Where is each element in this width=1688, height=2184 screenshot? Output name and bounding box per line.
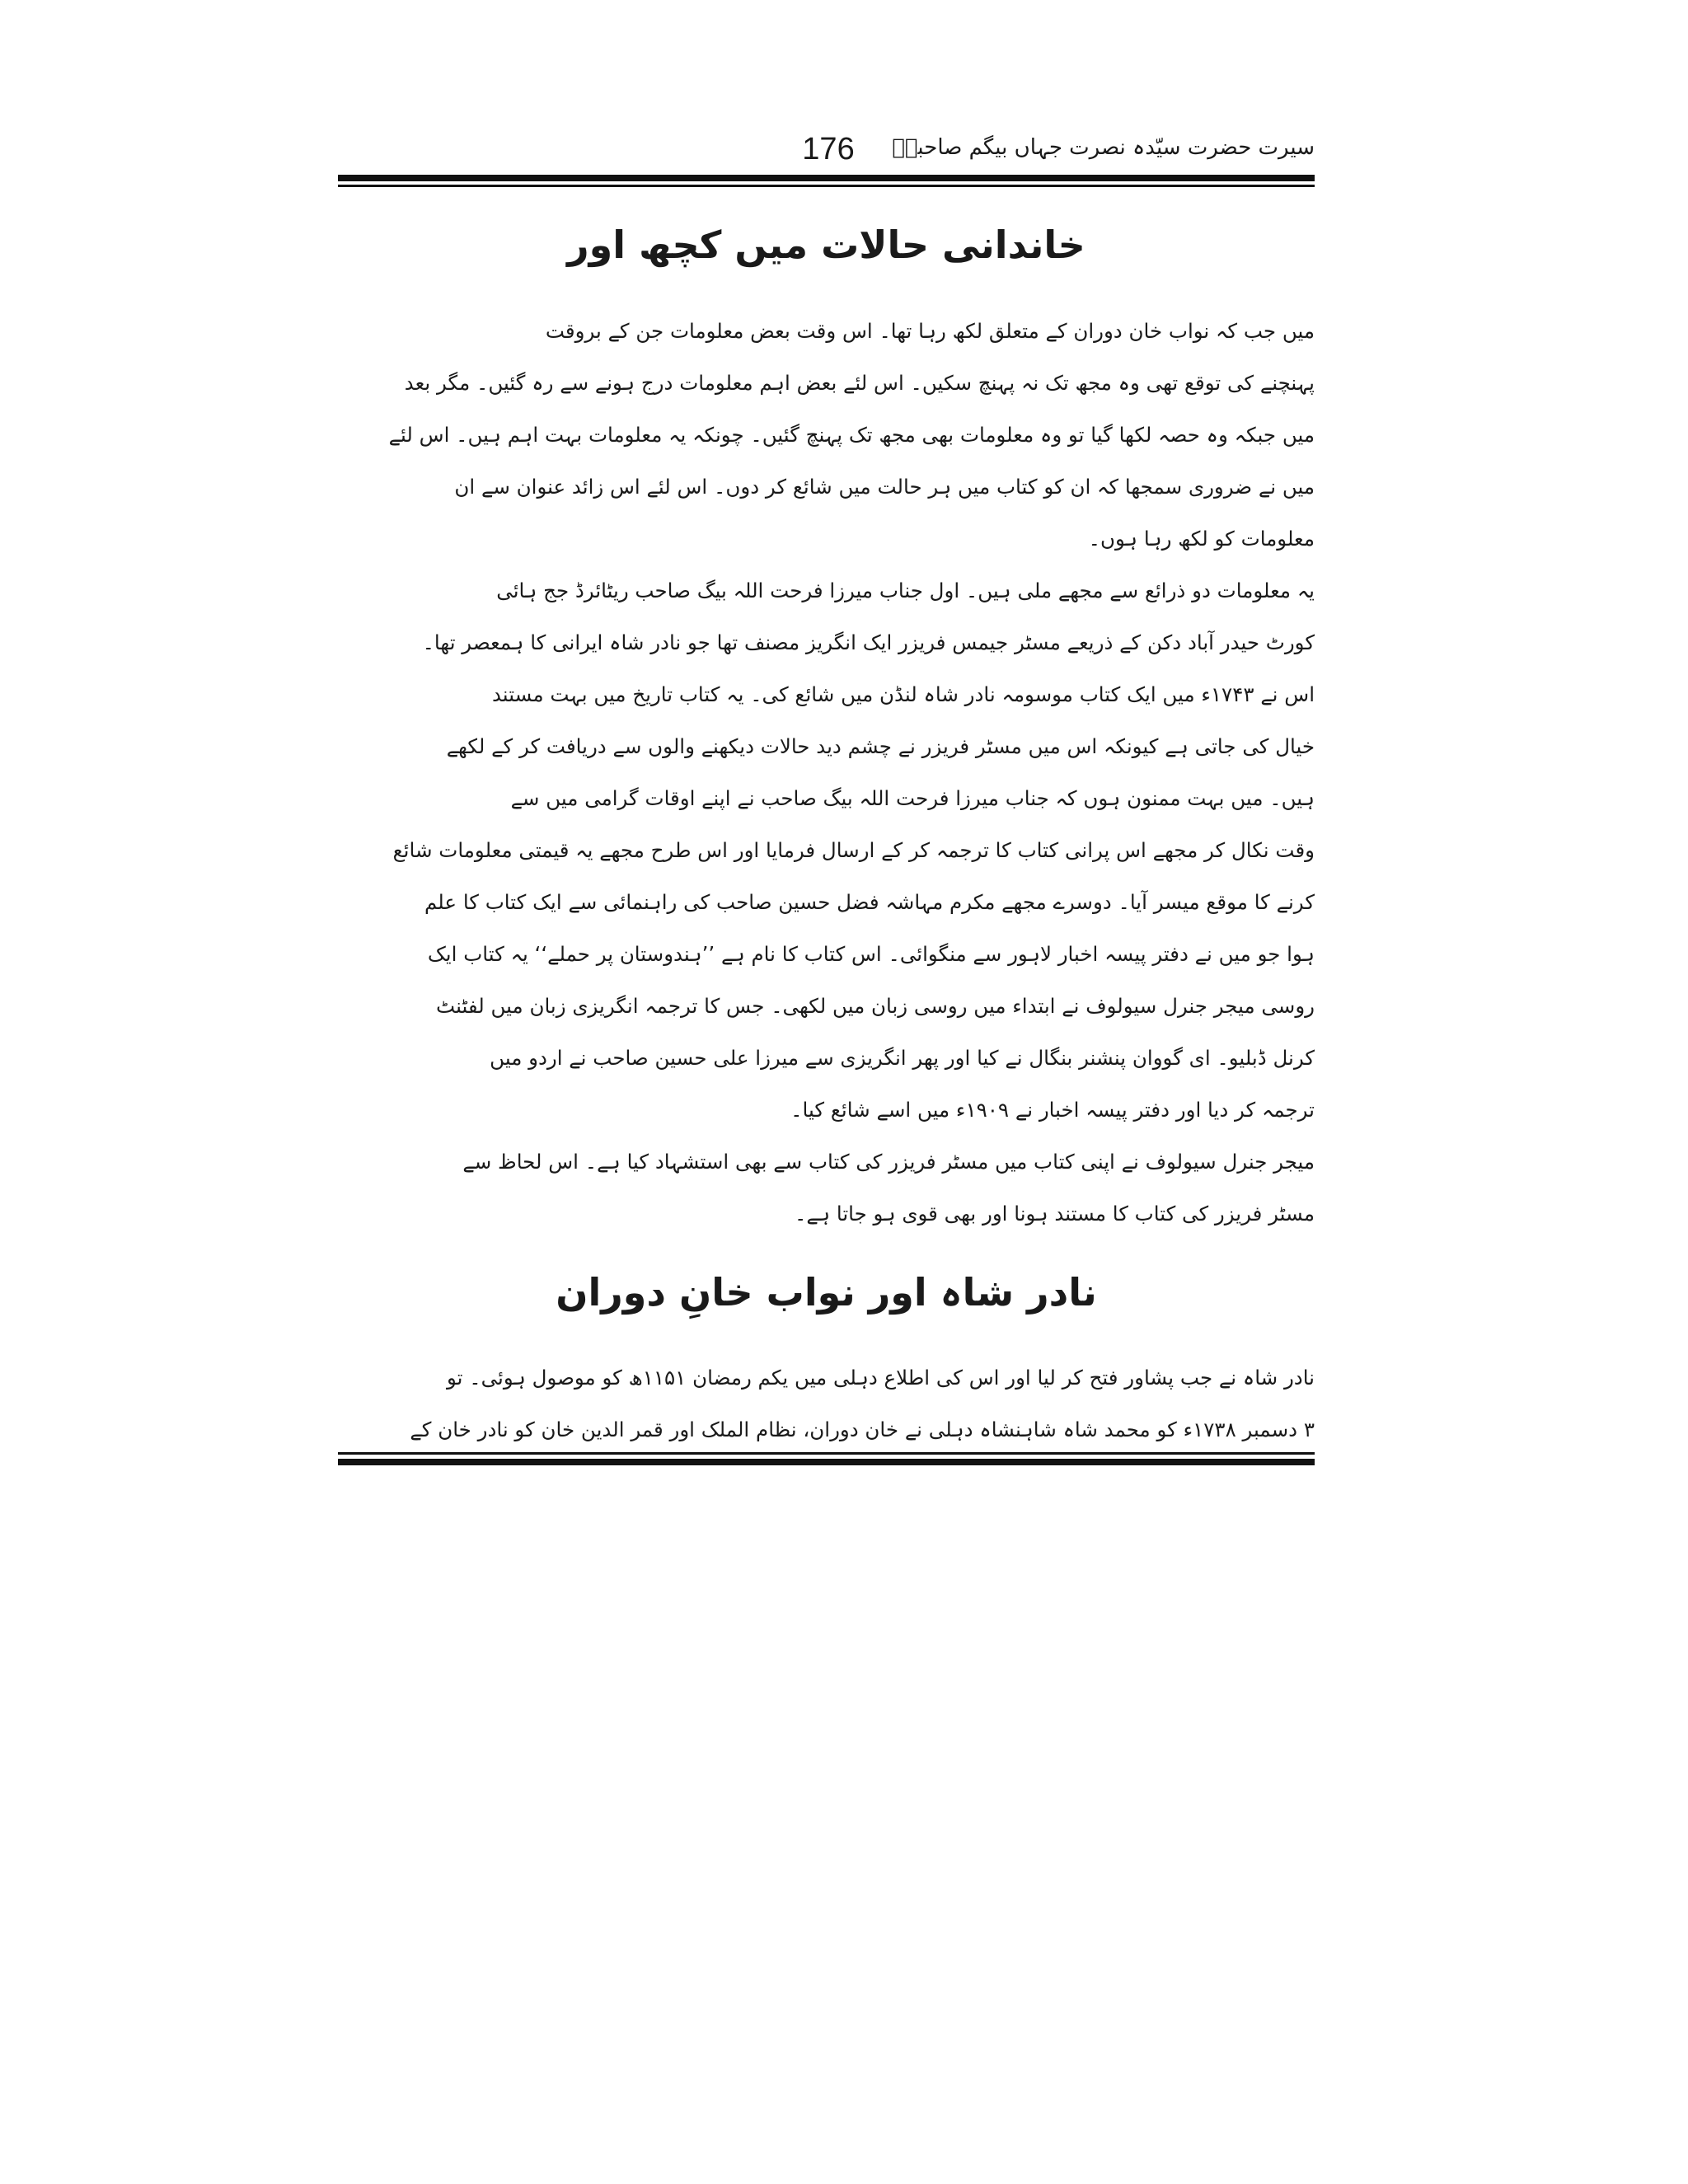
page-header xyxy=(338,132,1315,173)
text-line: وقت نکال کر مجھے اس پرانی کتاب کا ترجمہ کر کے ارسال فرمایا اور اس طرح مجھے یہ قیمتی معلومات شائع xyxy=(392,838,1315,862)
text-line: میں جبکہ وہ حصہ لکھا گیا تو وہ معلومات بھی مجھ تک پہنچ گئیں۔ چونکہ یہ معلومات بہت اہم ہیں۔ اس لئے xyxy=(388,423,1315,447)
text-line: پہنچنے کی توقع تھی وہ مجھ تک نہ پہنچ سکیں۔ اس لئے بعض اہم معلومات درج ہونے سے رہ گئیں۔ مگر بعد xyxy=(404,371,1315,395)
footer-rule-thick xyxy=(338,1459,1315,1465)
footer-rule-thin xyxy=(338,1452,1315,1455)
text-line: ہیں۔ میں بہت ممنون ہوں کہ جناب میرزا فرحت اللہ بیگ صاحب نے اپنے اوقات گرامی میں سے xyxy=(510,786,1315,810)
paragraph xyxy=(338,1352,1315,1455)
running-book-title: سیرت حضرت سیّدہ نصرت جہاں بیگم صاحبہؓ xyxy=(892,135,1315,160)
section-heading: نادر شاہ اور نواب خانِ دوران xyxy=(556,1270,1097,1315)
paragraph xyxy=(338,1136,1315,1240)
paragraph xyxy=(338,565,1315,1136)
text-line: معلومات کو لکھ رہا ہوں۔ xyxy=(1088,527,1315,551)
text-line: کرنے کا موقع میسر آیا۔ دوسرے مجھے مکرم مہاشہ فضل حسین صاحب کی راہنمائی سے ایک کتاب کا علم xyxy=(424,890,1315,914)
text-line: میں جب کہ نواب خان دوران کے متعلق لکھ رہا تھا۔ اس وقت بعض معلومات جن کے بروقت xyxy=(545,319,1315,343)
text-line: میں نے ضروری سمجھا کہ ان کو کتاب میں ہر حالت میں شائع کر دوں۔ اس لئے اس زائد عنوان سے ان xyxy=(454,475,1315,499)
text-line: میجر جنرل سیولوف نے اپنی کتاب میں مسٹر فریزر کی کتاب سے بھی استشہاد کیا ہے۔ اس لحاظ سے xyxy=(462,1150,1315,1174)
section-heading: خاندانی حالات میں کچھ اور xyxy=(567,223,1085,267)
text-line: ۳ دسمبر ۱۷۳۸ء کو محمد شاہ شاہنشاہ دہلی نے خان دوران، نظام الملک اور قمر الدین خان کو نادر خان کے xyxy=(410,1418,1315,1441)
header-rule-thin xyxy=(338,185,1315,187)
text-line: روسی میجر جنرل سیولوف نے ابتداء میں روسی زبان میں لکھی۔ جس کا ترجمہ انگریزی زبان میں لفٹنٹ xyxy=(436,994,1315,1018)
text-line: ترجمہ کر دیا اور دفتر پیسہ اخبار نے ۱۹۰۹ء میں اسے شائع کیا۔ xyxy=(790,1098,1315,1122)
header-rule-thick xyxy=(338,175,1315,181)
text-line: خیال کی جاتی ہے کیونکہ اس میں مسٹر فریزر نے چشم دید حالات دیکھنے والوں سے دریافت کر کے لکھے xyxy=(446,734,1315,758)
text-line: اس نے ۱۷۴۳ء میں ایک کتاب موسومہ نادر شاہ لنڈن میں شائع کی۔ یہ کتاب تاریخ میں بہت مستند xyxy=(491,682,1315,706)
paragraph xyxy=(338,305,1315,565)
page-number: 176 xyxy=(802,132,855,166)
text-line: مسٹر فریزر کی کتاب کا مستند ہونا اور بھی قوی ہو جاتا ہے۔ xyxy=(795,1202,1315,1226)
text-line: نادر شاہ نے جب پشاور فتح کر لیا اور اس کی اطلاع دہلی میں یکم رمضان ۱۱۵۱ھ کو موصول ہوئی۔ تو xyxy=(446,1366,1315,1390)
text-line: کورٹ حیدر آباد دکن کے ذریعے مسٹر جیمس فریزر ایک انگریز مصنف تھا جو نادر شاہ ایرانی کا ہمعصر تھا۔ xyxy=(422,630,1315,654)
text-line: یہ معلومات دو ذرائع سے مجھے ملی ہیں۔ اول جناب میرزا فرحت اللہ بیگ صاحب ریٹائرڈ جج ہائی xyxy=(496,579,1315,602)
text-line: ہوا جو میں نے دفتر پیسہ اخبار لاہور سے منگوائی۔ اس کتاب کا نام ہے ’’ہندوستان پر حملے‘‘ یہ کتاب ایک xyxy=(427,942,1315,966)
text-line: کرنل ڈبلیو۔ ای گووان پنشنر بنگال نے کیا اور پھر انگریزی سے میرزا علی حسین صاحب نے اردو میں xyxy=(490,1046,1315,1070)
